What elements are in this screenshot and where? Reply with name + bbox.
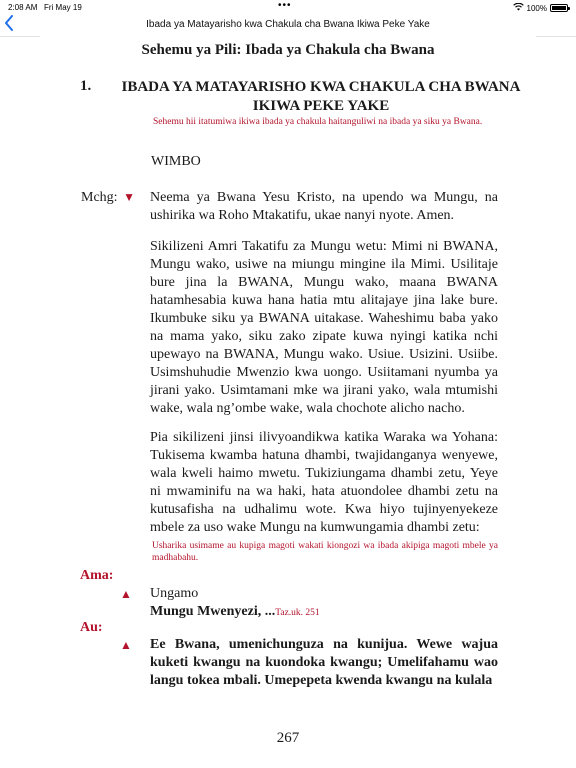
status-right [513, 3, 568, 13]
mchg-label [81, 190, 135, 206]
mungu-text: Mungu Mwenyezi, ... [150, 604, 276, 619]
paragraph-commandments: Sikilizeni Amri Takatifu za Mungu wetu: Mimi ni BWANA, Mungu wako, usiwe na miungu mingine ila Mimi. Usilitaje bure jina la BWANA, Mungu wako, maana BWANA hatamhesabia kuwa hana hatia mtu alitajaye jina lake bure. Ikumbuke siku ya BWANA uitakase. Waheshimu baba yako na mama yako, siku zako zipate kuwa nyingi katika nchi upewayo na BWANA, Mungu wako. Usiue. Usizini. Usiibe. Usimshuhudie Mwenzio kwa uongo. Usiitamani nyumba ya jirani yako. Usimtamani mke wa jirani yako, wala mtumishi wake, wala ng’ombe wake, wala chochote alicho nacho. [150, 239, 498, 416]
status-date: Fri May 19 [44, 3, 82, 12]
paragraph-confession-intro: Pia sikilizeni jinsi ilivyoandikwa katika Waraka wa Yohana: Tukisema kwamba hatuna dhambi, twajidanganya wenyewe, wala kweli haimo mwetu. Tukiziungama dhambi zetu, Yeye ni mwaminifu na wa haki, hata atuondolee dhambi zetu na kutusafisha na udhalimu wote. Kwa hiyo tujinyenyekeze mbele za uso wake Mungu na kumwungamia dhambi zetu: [150, 430, 498, 535]
nav-title: Ibada ya Matayarisho kwa Chakula cha Bwana Ikiwa Peke Yake [146, 19, 430, 30]
paragraph-psalm: Ee Bwana, umenichunguza na kunijua. Wewe wajua kuketi kwangu na kuondoka kwangu; Umelifahamu wao langu tokea mbali. Umepepeta kwenda kwangu na kulala [150, 637, 498, 688]
battery-icon [550, 4, 568, 12]
wimbo-label: WIMBO [151, 154, 201, 169]
au-label: Au: [80, 620, 103, 635]
mungu-mwenyezi [150, 604, 320, 620]
red-triangle-up-icon: ▲ [120, 587, 132, 601]
wifi-icon [513, 3, 524, 13]
ama-label: Ama: [80, 568, 114, 583]
status-bar [0, 0, 576, 14]
mchg-text: Mchg: [81, 190, 118, 205]
red-triangle-down-icon: ▼ [123, 190, 135, 204]
rubric-note: Usharika usimame au kupiga magoti wakati kiongozi wa ibada akipiga magoti mbele ya madhabahu. [152, 541, 498, 563]
paragraph-greeting: Neema ya Bwana Yesu Kristo, na upendo wa Mungu, na ushirika wa Roho Mtakatifu, ukae nanyi nyote. Amen. [150, 190, 498, 223]
ungamo-label: Ungamo [150, 586, 199, 601]
document-page [40, 36, 536, 768]
heading-title: IBADA YA MATAYARISHO KWA CHAKULA CHA BWANA IKIWA PEKE YAKE [121, 79, 521, 114]
status-time: 2:08 AM [8, 3, 38, 12]
battery-percent: 100% [526, 3, 547, 13]
nav-bar [0, 14, 576, 37]
chevron-left-icon[interactable] [4, 15, 20, 35]
multitasking-dots-icon[interactable]: ••• [278, 0, 292, 11]
heading-number: 1. [80, 78, 92, 94]
red-triangle-up-icon: ▲ [120, 638, 132, 652]
rubric-note: Sehemu hii itatumiwa ikiwa ibada ya chakula haitanguliwi na ibada ya siku ya Bwana. [153, 117, 483, 127]
page-number: 267 [276, 730, 300, 746]
section-heading: Sehemu ya Pili: Ibada ya Chakula cha Bwana [141, 42, 435, 58]
page-reference-link[interactable]: Taz.uk. 251 [275, 608, 320, 618]
